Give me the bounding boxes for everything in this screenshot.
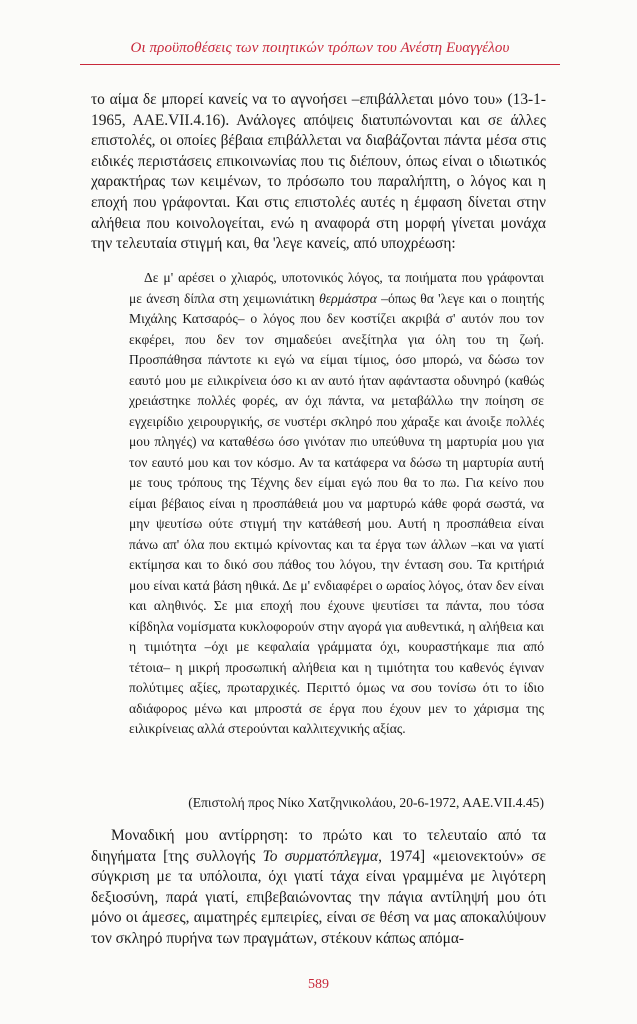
- page-number: 589: [308, 977, 329, 992]
- quote-source: (Επιστολή προς Νίκο Χατζηνικολάου, 20-6-1972, ΑΑΕ.VII.4.45): [188, 795, 544, 810]
- header-rule: [80, 64, 560, 65]
- paragraph-1: [91, 90, 546, 255]
- running-header: Οι προϋποθέσεις των ποιητικών τρόπων του Ανέστη Ευαγγέλου: [130, 40, 510, 56]
- quote-italic: θερμάστρα: [319, 290, 377, 306]
- paragraph-2-part-2: , 1974] «μειονεκτούν» σε σύγκριση με τα υπόλοιπα, όχι γιατί τάχα είναι γραμμένα με λιγότερη δεξιοσύνη, παρά γιατί, επιβεβαιώνοντας την πάγια αντίληψή μου ότι μόνο οι άμεσες, αιματηρές εμπειρίες, είναι σε θέση να μας αποκαλύψουν τον σκληρό πυρήνα των πραγμάτων, στέκουν κάπως απόμα-: [91, 847, 546, 947]
- paragraph-2-text: [91, 826, 546, 950]
- paragraph-1-text: το αίμα δε μπορεί κανείς να το αγνοήσει –επιβάλλεται μόνο του» (13-1-1965, ΑΑΕ.VII.4.16). Ανάλογες απόψεις διατυπώνονται και σε άλλες επιστολές, οι οποίες βέβαια επιβάλλεται να διαβάζονται πάντα μέσα στις ειδικές περιστάσεις επικοινωνίας που τις διέπουν, όπως είναι ο ιδιωτικός χαρακτήρας των κειμένων, το πρόσωπο του παραλήπτη, ο λόγος και η εποχή που γράφονται. Και στις επιστολές αυτές η έμφαση δίνεται στην αλήθεια που κοινολογείται, ενώ η αναφορά στη μορφή γίνεται μονάχα την τελευταία στιγμή και, θα 'λεγε κανείς, από υποχρέωση:: [91, 91, 546, 253]
- block-quote-text: [129, 268, 544, 740]
- block-quote: [129, 268, 544, 740]
- paragraph-2-italic: Το συρματόπλεγμα: [262, 847, 379, 865]
- paragraph-2-part-1: Μοναδική μου αντίρρηση: το πρώτο και το τελευταίο από τα διηγήματα [της συλλογής: [91, 827, 546, 865]
- paragraph-2: [91, 826, 546, 950]
- quote-part-1: Δε μ' αρέσει ο χλιαρός, υποτονικός λόγος, τα ποιήματα που γράφονται με άνεση δίπλα στη χειμωνιάτικη: [129, 270, 544, 306]
- quote-part-2: –όπως θα 'λεγε και ο ποιητής Μιχάλης Κατσαρός– ο λόγος που δεν κοστίζει ακριβά σ' αυτόν που τον εκφέρει, που δεν τον σημαδεύει ανεξίτηλα για όλη του τη ζωή. Προσπάθησα πάντοτε κι εγώ να είμαι τίμιος, όσο μπορώ, να δώσω τον εαυτό μου με ειλικρίνεια όσο κι αν αυτό ήταν αφάνταστα οδυνηρό (καθώς χρειάστηκε πολλές φορές, αν όχι πάντα, να μεταβάλλω την ποίηση σε εγχειρίδιο χειρουργικής, σε νυστέρι σκληρό που χάραξε και άνοιξε πολλές μου πληγές) να καταθέσω όσο γινόταν πιο υπεύθυνα τη μαρτυρία μου για τον εαυτό μου και τον κόσμο. Αν τα κατάφερα να δώσω τη μαρτυρία αυτή με τους τρόπους της Τέχνης δεν είμαι εγώ που θα το πω. Για κείνο που είμαι βέβαιος είναι η προσπάθειά μου να μαρτυρώ κάθε φορά σωστά, να μην ψευτίσω ούτε στιγμή την κατάθεσή μου. Αυτή η προσπάθεια είναι πάνω απ' όλα που εκτιμώ κρίνοντας και τα έργα των άλλων –και να γιατί εκτίμησα και το δικό σου πάθος του λόγου, την ένταση σου. Τα κριτήριά μου είναι κατά βάση ηθικά. Δε μ' ενδιαφέρει ο ωραίος λόγος, όταν δεν είναι και αληθινός. Σε μια εποχή που έχουνε ψευτίσει τα πάντα, που τόσα κίβδηλα νομίσματα κυκλοφορούν στην αγορά για αυθεντικά, η αλήθεια και η τιμιότητα –όχι με κεφαλαία γράμματα όχι, κουραστήκαμε πια από τέτοια– η μικρή προσωπική αλήθεια και η τιμιότητα του καθενός έγιναν πολύτιμες αξίες, πρωταρχικές. Περιττό όμως να σου τονίσω ότι το ίδιο αδιάφορος μένω και μπροστά σε έργα που έχουν μεν το χάρισμα της ειλικρίνειας αλλά στερούνται καλλιτεχνικής αξίας.: [129, 290, 544, 736]
